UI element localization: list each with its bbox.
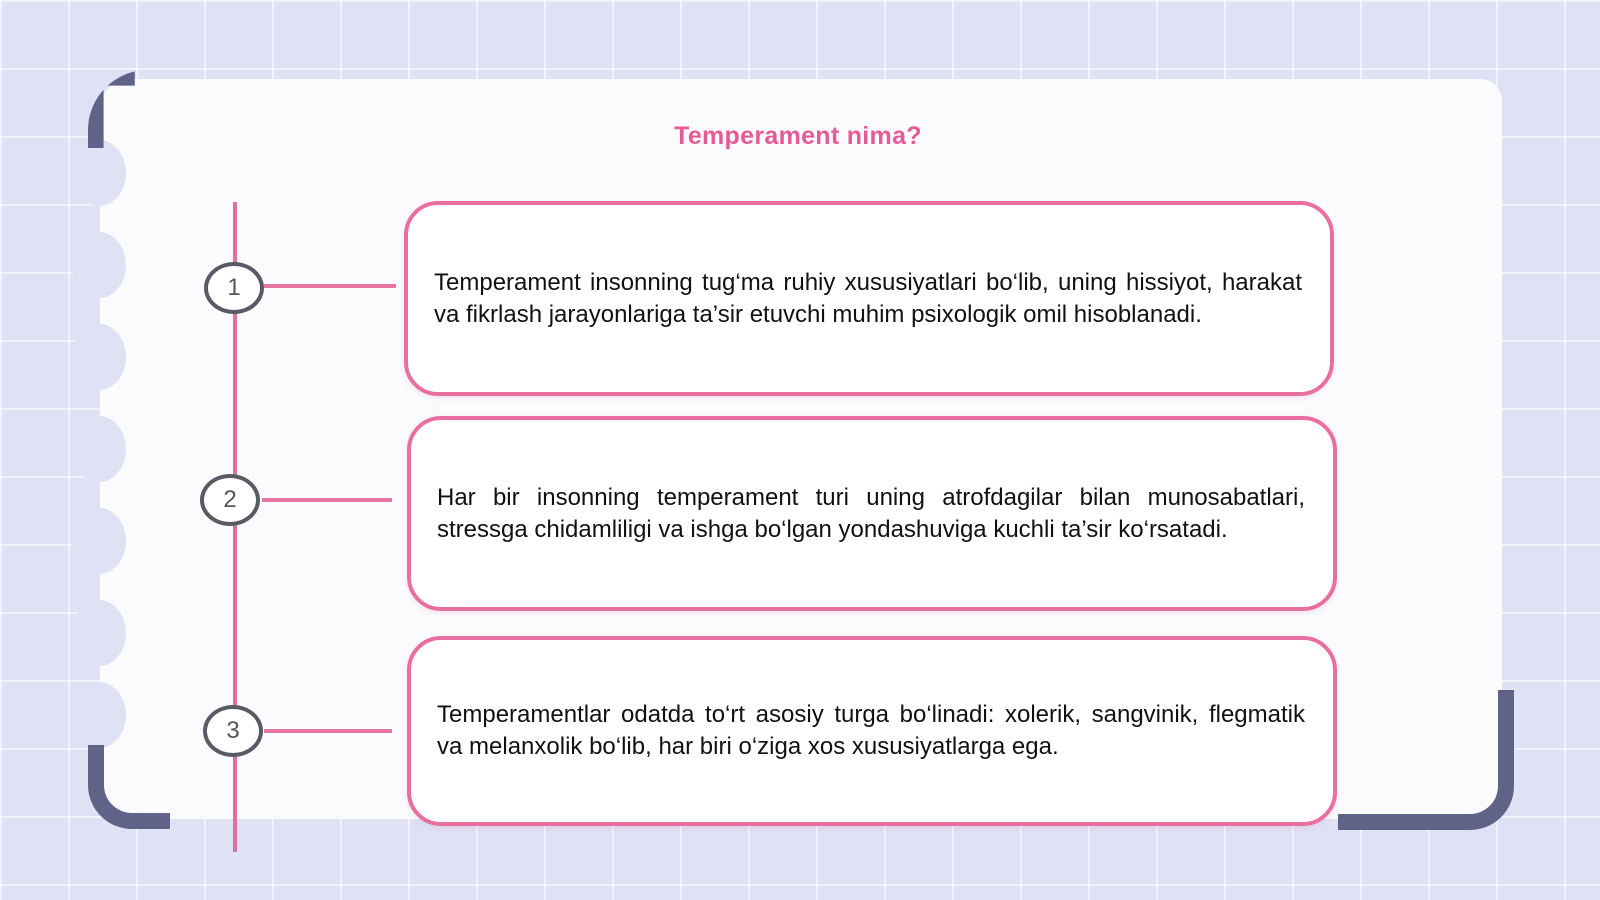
step-number-circle (200, 474, 260, 526)
slide-title: Temperament nima? (674, 122, 922, 150)
card-text: Har bir insonning temperament turi uning atrofdagilar bilan munosabatlari, stressga chidamliligi va ishga bo‘lgan yondashuviga kuchli ta’sir ko‘rsatadi. (437, 483, 1305, 543)
paper-scallop (72, 416, 126, 482)
info-card (404, 201, 1334, 396)
card-text: Temperamentlar odatda to‘rt asosiy turga bo‘linadi: xolerik, sangvinik, flegmatik va melanxolik bo‘lib, har biri o‘ziga xos xususiyatlarga ega. (437, 701, 1305, 760)
timeline-connector (264, 729, 392, 733)
paper-scallop (72, 324, 126, 390)
paper-scallop (72, 600, 126, 666)
frame-corner-bottom-right (1338, 690, 1514, 830)
timeline-connector (264, 284, 396, 288)
paper-scallop (72, 508, 126, 574)
step-number-circle (203, 705, 263, 757)
step-number: 1 (227, 274, 241, 301)
card-text: Temperament insonning tug‘ma ruhiy xususiyatlari bo‘lib, uning hissiyot, harakat va fikrlash jarayonlariga ta’sir etuvchi muhim psixologik omil hisoblanadi. (434, 268, 1302, 328)
timeline-connector (262, 498, 392, 502)
step-number: 2 (223, 486, 237, 513)
frame-corner-bottom-left (88, 745, 170, 829)
paper-scallop (72, 232, 126, 298)
info-card (407, 636, 1337, 826)
step-number: 3 (226, 717, 240, 744)
info-card (407, 416, 1337, 611)
step-number-circle (204, 262, 264, 314)
paper-scallop (72, 682, 126, 748)
